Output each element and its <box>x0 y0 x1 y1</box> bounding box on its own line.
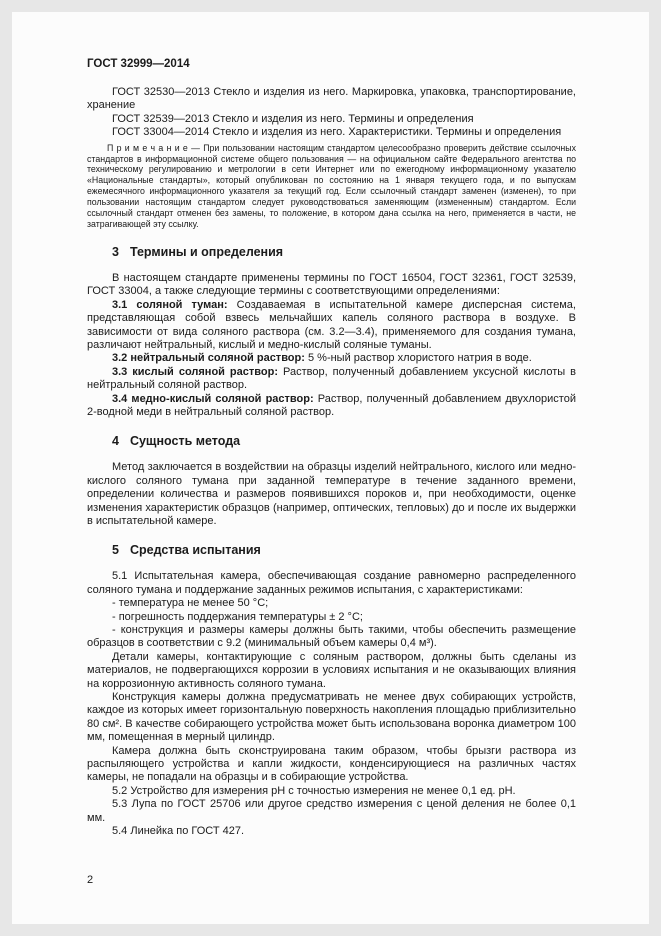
body-paragraph: Конструкция камеры должна предусматривать не менее двух собирающих устройств, каждое из которых имеет горизонтальную поверхность накопления площадью приблизительно 80 см². В качестве собирающего устройства может быть использована воронка диаметром 100 мм, помещенная в мерный цилиндр. <box>87 691 576 744</box>
term-paragraph <box>87 299 576 353</box>
term-label: 3.1 соляной туман: <box>112 298 228 311</box>
section-number: 5 <box>112 543 119 558</box>
term-paragraph <box>87 352 576 365</box>
section-heading-4 <box>87 434 576 448</box>
term-definition: Раствор, полученный добавлением уксусной кислоты в нейтральный соляной раствор. <box>87 365 576 392</box>
body-paragraph: Камера должна быть сконструирована таким образом, чтобы брызги раствора из распыляющего устройства и капли жидкости, конденсирующиеся на различных частях камеры, не попадали на образцы и в собирающие устройства. <box>87 744 576 784</box>
references-note <box>87 143 576 230</box>
note-text: — При пользовании настоящим стандартом целесообразно проверить действие ссылочных стандартов в информационной системе общего пользования — на официальном сайте Федерального агентства по техническому регулированию и метрологии в сети Интернет или по ежегодному информационному указателю «Национальные стандарты», который опубликован по состоянию на 1 января текущего года, и по выпускам ежемесячного информационного указателя за текущий год. Если ссылочный стандарт заменен (изменен), то при пользовании настоящим стандартом следует руководствоваться заменяющим (измененным) стандартом. Если ссылочный стандарт отменен без замены, то положение, в котором дана ссылка на него, применяется в части, не затрагивающей эту ссылку. <box>87 142 576 229</box>
bullet-item: - погрешность поддержания температуры ± 2 °С; <box>112 610 363 623</box>
doc-header-number: ГОСТ 32999—2014 <box>87 58 190 70</box>
bullet-item: - конструкция и размеры камеры должны быть такими, чтобы обеспечить размещение образцов в соответствии с 9.2 (минимальный объем камеры 0,4 м³). <box>87 624 576 650</box>
section-number: 4 <box>112 434 119 449</box>
body-paragraph: Детали камеры, контактирующие с соляным раствором, должны быть сделаны из материалов, не подвергающихся коррозии в условиях испытания и не оказывающих влияния на коррозионную активность соляного тумана. <box>87 650 576 690</box>
term-label: 3.2 нейтральный соляной раствор: <box>112 352 305 365</box>
reference-item: ГОСТ 33004—2014 Стекло и изделия из него. Характеристики. Термины и определения <box>112 126 562 139</box>
section-number: 3 <box>112 244 119 259</box>
section-heading-5 <box>87 543 576 557</box>
section-heading-3 <box>87 245 576 259</box>
document-page <box>12 12 649 924</box>
reference-item: ГОСТ 32530—2013 Стекло и изделия из него. Маркировка, упаковка, транспортирование, хранение <box>87 86 576 112</box>
term-label: 3.4 медно-кислый соляной раствор: <box>112 392 314 405</box>
clause-5-4: 5.4 Линейка по ГОСТ 427. <box>112 825 245 838</box>
term-definition: Создаваемая в испытательной камере дисперсная система, представляющая собой взвесь мельчайших капель соляного раствора в воздухе. В зависимости от вида соляного раствора (см. 3.2—3.4), применяемого для создания тумана, различают нейтральный, кислый и медно-кислый соляные туманы. <box>87 298 576 351</box>
term-definition: Раствор, полученный добавлением двухлористой 2-водной меди в нейтральный соляной раствор. <box>87 392 576 418</box>
bullet-item: - температура не менее 50 °С; <box>112 597 269 610</box>
term-paragraph <box>87 366 576 393</box>
term-definition: 5 %-ный раствор хлористого натрия в воде. <box>307 352 532 365</box>
term-paragraph <box>87 393 576 420</box>
page-number: 2 <box>87 874 94 886</box>
note-label: П р и м е ч а н и е <box>107 142 188 153</box>
section3-intro: В настоящем стандарте применены термины по ГОСТ 16504, ГОСТ 32361, ГОСТ 32539, ГОСТ 33004, а также следующие термины с соответствующими определениями: <box>87 271 576 298</box>
reference-item: ГОСТ 32539—2013 Стекло и изделия из него. Термины и определения <box>112 112 474 125</box>
clause-5-2: 5.2 Устройство для измерения pH с точностью измерения не менее 0,1 ед. pH. <box>112 784 516 797</box>
section-title: Средства испытания <box>129 543 261 558</box>
clause-5-1: 5.1 Испытательная камера, обеспечивающая создание равномерно распределенного соляного тумана и поддержание заданных режимов испытания, с характеристиками: <box>87 570 576 596</box>
section-title: Термины и определения <box>129 244 284 259</box>
section4-body: Метод заключается в воздействии на образцы изделий нейтрального, кислого или медно-кислого соляного тумана при заданной температуре в течение заданного времени, определении количества и размеров появившихся пороков и, при необходимости, оценке изменения характеристик образцов (например, оптических, тепловых) до и после их выдержки в испытательной камере. <box>87 461 576 527</box>
clause-5-3: 5.3 Лупа по ГОСТ 25706 или другое средство измерения с ценой деления не более 0,1 мм. <box>87 798 576 824</box>
term-label: 3.3 кислый соляной раствор: <box>112 365 278 378</box>
section-title: Сущность метода <box>129 434 241 449</box>
